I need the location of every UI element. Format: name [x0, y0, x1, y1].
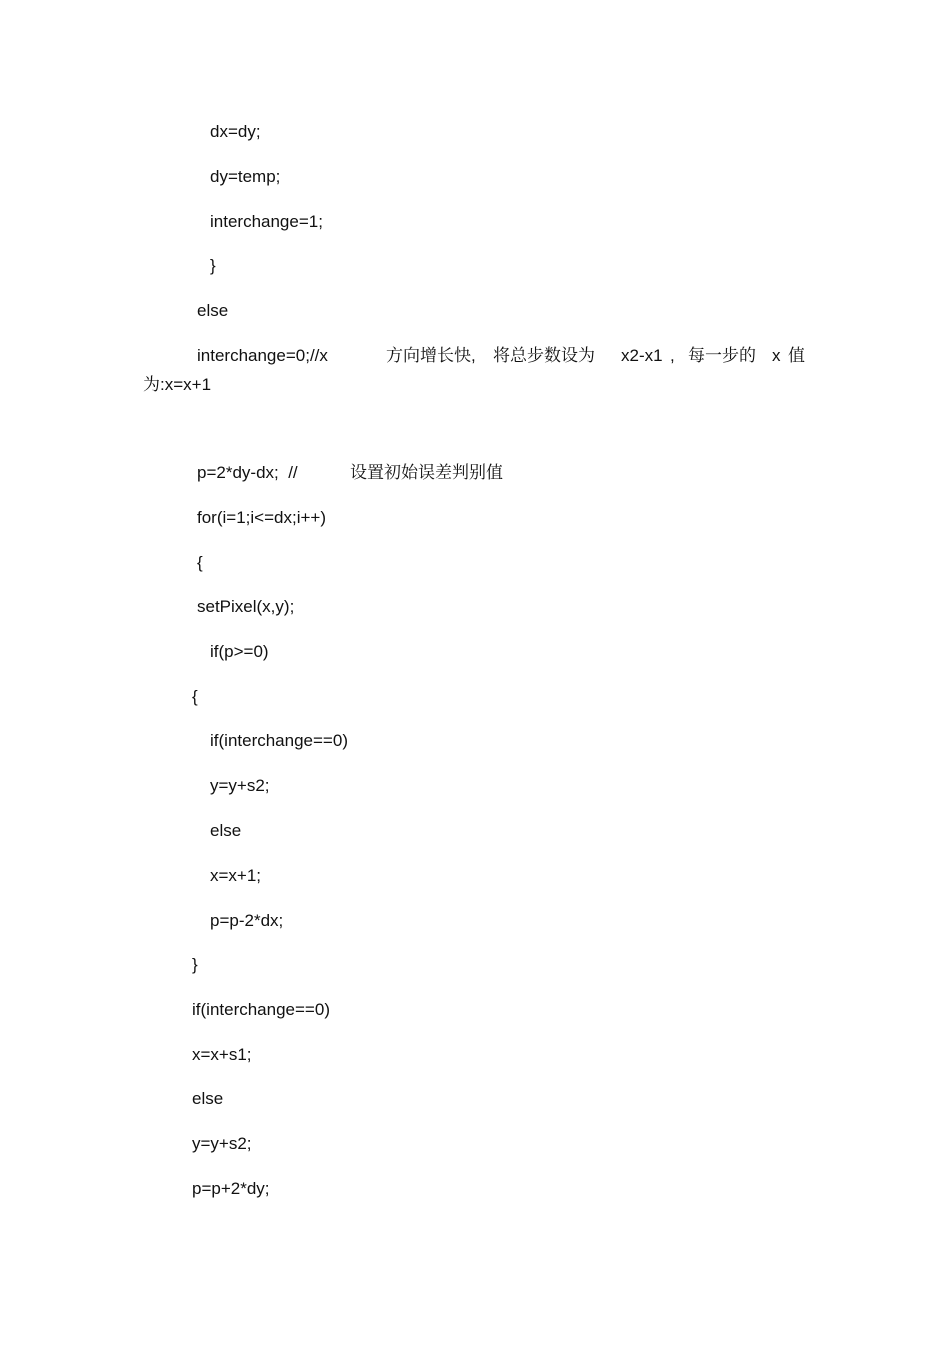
code-line: dx=dy;: [210, 122, 261, 141]
comment-text: 设置初始误差判别值: [350, 463, 503, 482]
code-line: if(p>=0): [210, 642, 269, 661]
code-line: else: [210, 821, 242, 840]
code-line: x=x+1;: [210, 866, 262, 885]
code-line: if(interchange==0): [192, 1000, 330, 1019]
comment-text: x: [772, 346, 781, 365]
code-line: interchange=1;: [210, 212, 323, 231]
code-line: x=x+s1;: [192, 1045, 252, 1064]
code-line: y=y+s2;: [210, 776, 270, 795]
code-line: else: [192, 1089, 224, 1108]
comment-text: 值: [788, 346, 805, 365]
code-line: interchange=0;//x: [197, 346, 328, 365]
code-line: dy=temp;: [210, 167, 281, 186]
code-line: }: [192, 955, 198, 974]
comment-text: 每一步的: [688, 346, 756, 365]
comment-text: 方向增长快,: [386, 346, 476, 365]
code-line: p=p+2*dy;: [192, 1179, 270, 1198]
comment-text: ,: [670, 346, 675, 365]
comment-continuation: 为:x=x+1: [143, 375, 212, 394]
code-line: else: [197, 301, 229, 320]
code-line: if(interchange==0): [210, 731, 348, 750]
code-line: {: [192, 687, 198, 706]
comment-text: x2-x1: [621, 346, 663, 365]
code-line: p=2*dy-dx; //: [197, 463, 298, 482]
code-line: setPixel(x,y);: [197, 597, 295, 616]
code-line: p=p-2*dx;: [210, 911, 284, 930]
comment-text: 将总步数设为: [493, 346, 595, 365]
code-line: }: [210, 256, 216, 275]
code-line: for(i=1;i<=dx;i++): [197, 508, 326, 527]
code-line: y=y+s2;: [192, 1134, 252, 1153]
code-line: {: [197, 553, 203, 572]
